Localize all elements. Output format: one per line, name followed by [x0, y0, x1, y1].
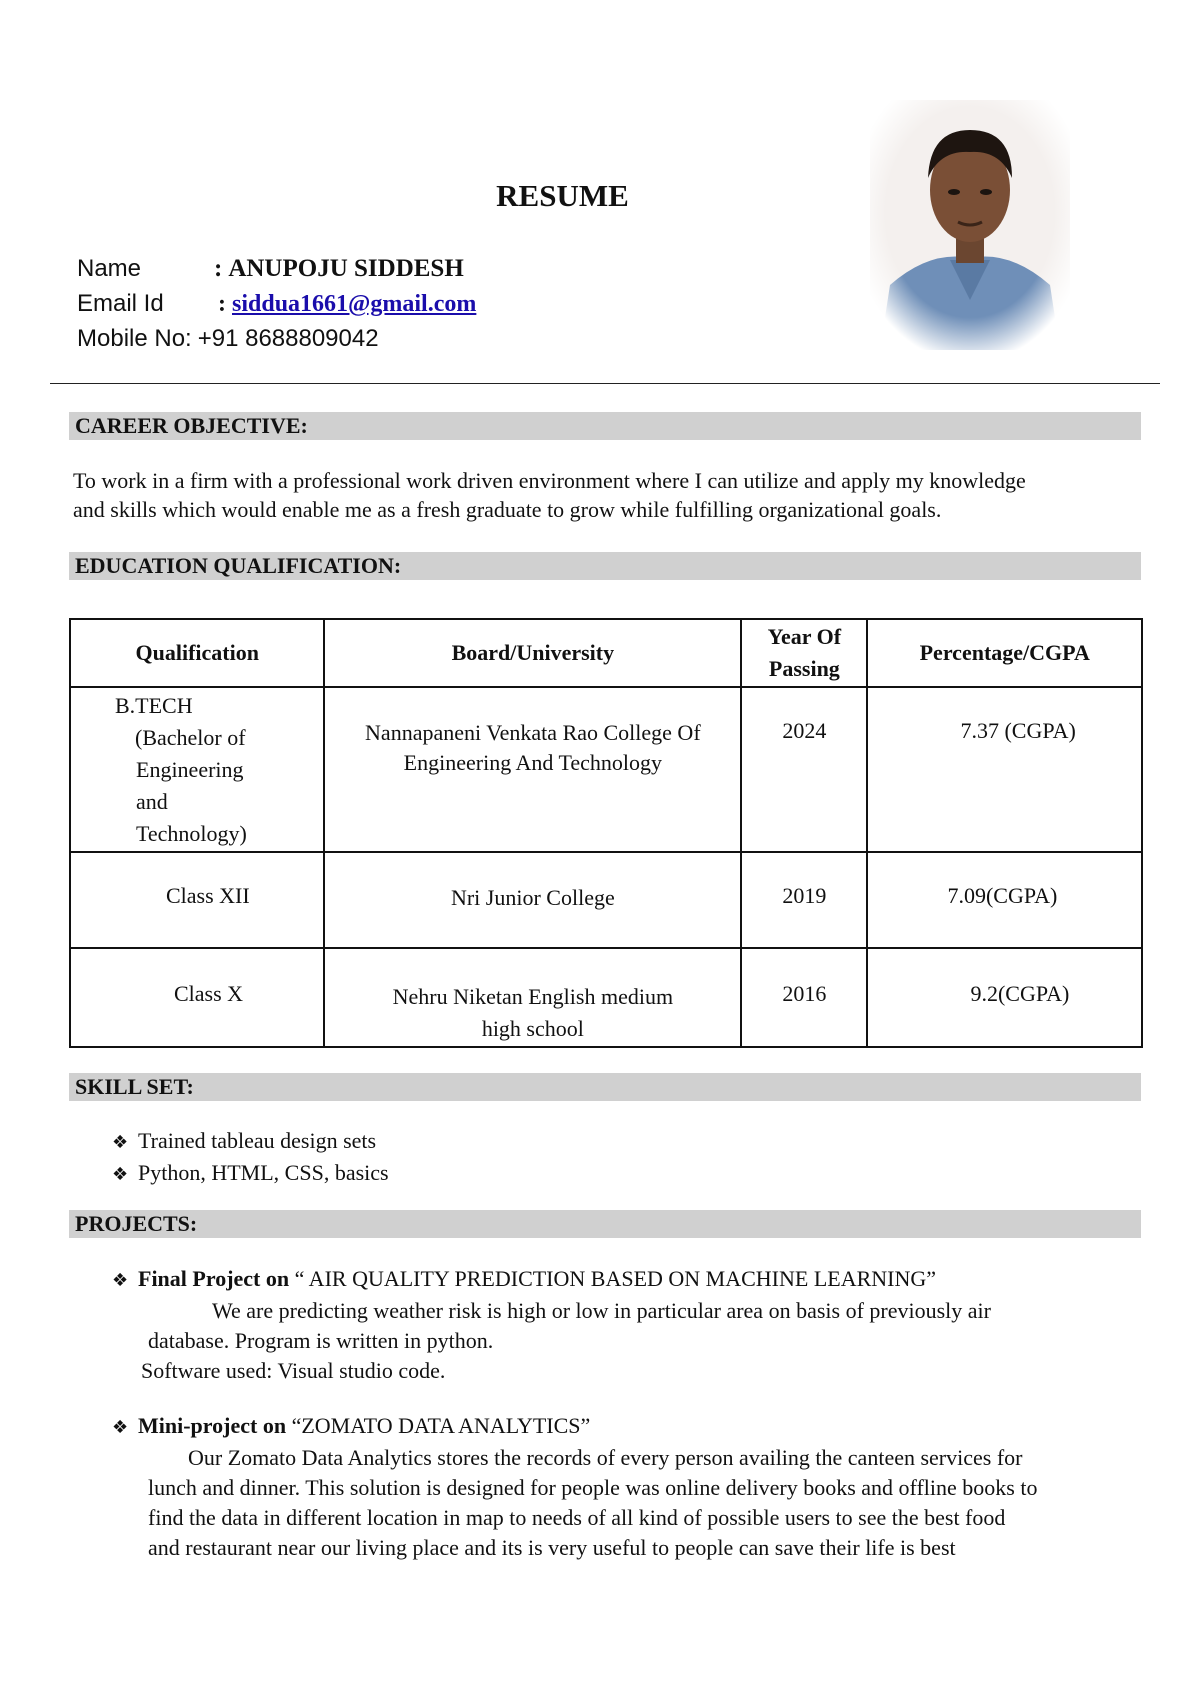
section-projects: PROJECTS:: [69, 1210, 1141, 1238]
qual-line: and: [136, 789, 168, 814]
name-label: Name: [77, 255, 142, 282]
project-desc-line: We are predicting weather risk is high or low in particular area on basis of previously air: [212, 1298, 991, 1323]
mobile-label: Mobile No:: [77, 325, 192, 352]
cell-qualification: Class XII: [70, 852, 324, 948]
board-line: Engineering And Technology: [403, 750, 663, 775]
project-desc-line: find the data in different location in map to needs of all kind of possible users to see the best food: [148, 1505, 1006, 1530]
board-line: Nehru Niketan English medium: [392, 984, 674, 1009]
email-row: [77, 287, 476, 321]
project-title: “ZOMATO DATA ANALYTICS”: [291, 1413, 591, 1438]
email-link[interactable]: siddua1661@gmail.com: [232, 291, 477, 317]
name-value: ANUPOJU SIDDESH: [228, 255, 464, 282]
cell-board: [324, 687, 741, 852]
project-heading: [112, 1264, 1152, 1296]
section-career-objective: CAREER OBJECTIVE:: [69, 412, 1141, 440]
project-mini: [112, 1411, 1152, 1563]
skill-text: Trained tableau design sets: [138, 1128, 377, 1153]
diamond-bullet-icon: ❖: [112, 1164, 129, 1185]
table-row: [70, 852, 1142, 948]
career-line-2: and skills which would enable me as a fresh graduate to grow while fulfilling organizational goals.: [73, 497, 942, 522]
education-table: [69, 618, 1143, 1048]
diamond-bullet-icon: ❖: [112, 1132, 129, 1153]
header-divider: [50, 383, 1160, 384]
header-year: [741, 619, 867, 687]
section-skills: SKILL SET:: [69, 1073, 1141, 1101]
table-row: [70, 948, 1142, 1047]
diamond-bullet-icon: ❖: [112, 1417, 129, 1438]
qual-line: Engineering: [136, 757, 244, 782]
career-line-1: To work in a firm with a professional work driven environment where I can utilize and apply my knowledge: [73, 468, 1026, 493]
page-title: RESUME: [496, 178, 629, 213]
name-row: [77, 252, 464, 286]
header-percentage: Percentage/CGPA: [867, 619, 1142, 687]
header-year-line-2: Passing: [768, 656, 840, 681]
qual-line: B.TECH: [115, 693, 193, 718]
project-desc-line: lunch and dinner. This solution is designed for people was online delivery books and offline books to: [148, 1475, 1038, 1500]
list-item: [112, 1158, 389, 1190]
project-label: Mini-project on: [138, 1413, 287, 1438]
cell-score: 9.2(CGPA): [867, 948, 1142, 1047]
name-separator: :: [214, 255, 223, 282]
cell-year: 2019: [741, 852, 867, 948]
project-heading: [112, 1411, 1152, 1443]
diamond-bullet-icon: ❖: [112, 1270, 129, 1291]
cell-year: 2016: [741, 948, 867, 1047]
project-title: “ AIR QUALITY PREDICTION BASED ON MACHINE LEARNING”: [294, 1266, 937, 1291]
header-board: Board/University: [324, 619, 741, 687]
mobile-value: +91 8688809042: [197, 325, 379, 352]
cell-score: 7.09(CGPA): [867, 852, 1142, 948]
board-line: Nannapaneni Venkata Rao College Of: [365, 720, 701, 745]
project-desc-line: database. Program is written in python.: [148, 1328, 494, 1353]
qual-line: (Bachelor of: [135, 725, 246, 750]
project-label: Final Project on: [138, 1266, 290, 1291]
project-software: Software used: Visual studio code.: [141, 1358, 446, 1383]
skill-text: Python, HTML, CSS, basics: [138, 1160, 389, 1185]
cell-qualification: [70, 687, 324, 852]
cell-year: 2024: [741, 687, 867, 852]
skills-list: [112, 1126, 389, 1190]
email-separator: :: [218, 291, 226, 317]
mobile-row: [77, 322, 379, 356]
cell-board: Nri Junior College: [324, 852, 741, 948]
cell-score: 7.37 (CGPA): [867, 687, 1142, 852]
career-objective-text: [73, 466, 1153, 524]
project-desc-line: Our Zomato Data Analytics stores the records of every person availing the canteen services for: [188, 1445, 1023, 1470]
section-education: EDUCATION QUALIFICATION:: [69, 552, 1141, 580]
table-row: [70, 687, 1142, 852]
project-desc-line: and restaurant near our living place and its is very useful to people can save their life is best: [148, 1535, 956, 1560]
header-qualification: Qualification: [70, 619, 324, 687]
list-item: [112, 1126, 389, 1158]
project-final: [112, 1264, 1152, 1386]
board-line: high school: [481, 1016, 584, 1041]
qual-line: Technology): [136, 821, 247, 846]
cell-qualification: Class X: [70, 948, 324, 1047]
cell-board: [324, 948, 741, 1047]
email-label: Email Id: [77, 290, 164, 317]
header-year-line-1: Year Of: [767, 624, 842, 649]
table-header-row: [70, 619, 1142, 687]
profile-photo: [870, 100, 1070, 350]
